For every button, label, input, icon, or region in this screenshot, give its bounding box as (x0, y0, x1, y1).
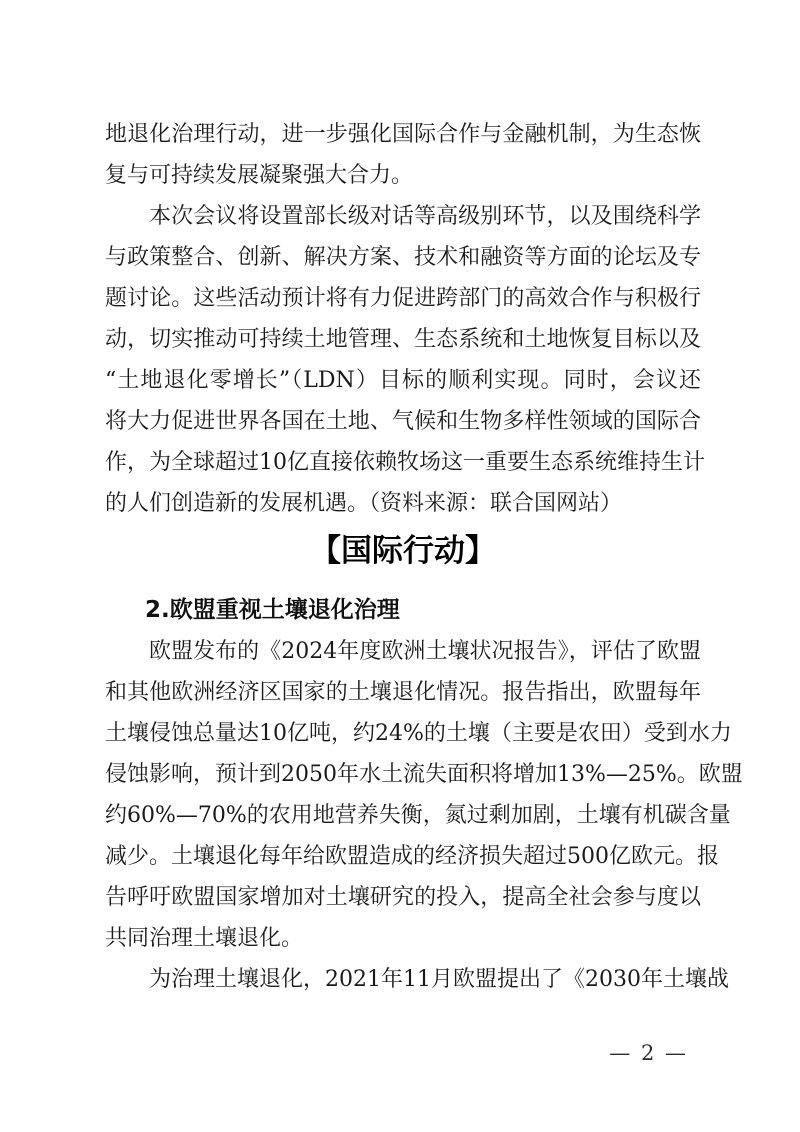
text-line: 的人们创造新的发展机遇。（资料来源：联合国网站） (105, 491, 623, 516)
text-line: 减少。土壤退化每年给欧盟造成的经济损失超过500亿欧元。报 (105, 844, 719, 869)
document-body (105, 114, 743, 1000)
text-line: 和其他欧洲经济区国家的土壤退化情况。报告指出，欧盟每年 (105, 680, 701, 705)
text-line: 作，为全球超过10亿直接依赖牧场这一重要生态系统维持生计 (105, 450, 705, 475)
text-line: 本次会议将设置部长级对话等高级别环节，以及围绕科学 (149, 204, 701, 229)
article-subheading: 2.欧盟重视土壤退化治理 (145, 597, 400, 623)
text-line: “土地退化零增长”（LDN）目标的顺利实现。同时，会议还 (105, 368, 701, 393)
text-line: 约60%—70%的农用地营养失衡，氮过剩加剧，土壤有机碳含量 (105, 803, 731, 828)
text-line: 复与可持续发展凝聚强大合力。 (105, 163, 414, 188)
text-line: 欧盟发布的《2024年度欧洲土壤状况报告》，评估了欧盟 (149, 639, 701, 664)
section-heading: 【国际行动】 (310, 533, 496, 569)
text-line: 告呼吁欧盟国家增加对土壤研究的投入，提高全社会参与度以 (105, 885, 701, 910)
text-line: 将大力促进世界各国在土地、气候和生物多样性领域的国际合 (105, 409, 701, 434)
text-line: 为治理土壤退化，2021年11月欧盟提出了《2030年土壤战 (149, 967, 729, 992)
text-line: 动，切实推动可持续土地管理、生态系统和土地恢复目标以及 (105, 327, 701, 352)
text-line: 共同治理土壤退化。 (105, 926, 304, 951)
text-line: 侵蚀影响，预计到2050年水土流失面积将增加13%—25%。欧盟 (105, 762, 743, 787)
text-line: 地退化治理行动，进一步强化国际合作与金融机制，为生态恢 (105, 122, 701, 147)
text-line: 题讨论。这些活动预计将有力促进跨部门的高效合作与积极行 (105, 286, 701, 311)
text-line: 与政策整合、创新、解决方案、技术和融资等方面的论坛及专 (105, 245, 701, 270)
text-line: 土壤侵蚀总量达10亿吨，约24%的土壤（主要是农田）受到水力 (105, 721, 732, 746)
page-number: — 2 — (609, 1041, 688, 1065)
